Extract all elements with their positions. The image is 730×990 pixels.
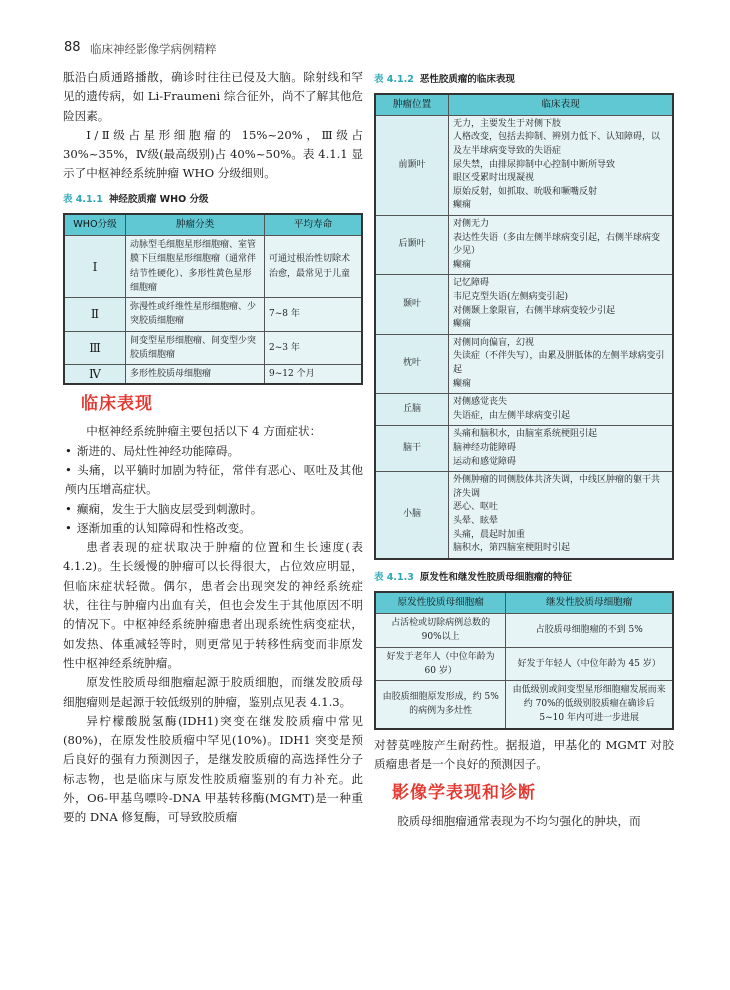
signs-cell: 对侧感觉丧失 失语症，由左侧半球病变引起: [449, 394, 674, 426]
table-caption: 表 4.1.2 恶性胶质瘤的临床表现: [374, 74, 515, 85]
paragraph: Ⅰ/Ⅱ级占星形细胞瘤的 15%~20%，Ⅲ级占 30%~35%，Ⅳ级(最高级别)占 40%~50%。表 4.1.1 显示了中枢神经系统肿瘤 WHO 分级细则。: [63, 127, 363, 181]
signs-cell: 对侧同向偏盲，幻视 失读症（不伴失写），由累及胼胝体的左侧半球病变引起 癫痫: [449, 334, 674, 393]
table-cell: 由胶质细胞原发形成，约 5%的病例为多灶性: [375, 681, 506, 729]
location-cell: 脑干: [375, 426, 449, 472]
table-row: [375, 216, 673, 275]
clinical-signs-table: [374, 93, 674, 559]
table-row: [375, 426, 673, 472]
table-header: WHO分级: [64, 214, 126, 236]
bullet-item: • 头痛，以平躺时加剧为特征，常伴有恶心、呕吐及其他颅内压增高症状。: [63, 461, 363, 500]
paragraph: 胝沿白质通路播散，确诊时往往已侵及大脑。除射线和罕见的遗传病，如 Li-Fraumeni 综合征外，尚不了解其他危险因素。: [63, 70, 363, 123]
paragraph: 原发性胶质母细胞瘤起源于胶质细胞，而继发胶质母细胞瘤则是起源于较低级别的肿瘤，鉴别点见表 4.1.3。: [63, 675, 363, 709]
paragraph: 胶质母细胞瘤通常表现为不均匀强化的肿块，而: [397, 813, 641, 828]
table-row: [375, 472, 673, 559]
left-column: [63, 68, 363, 828]
location-cell: 小脑: [375, 472, 449, 559]
table-row: Ⅲ 间变型星形细胞瘤、间变型少突胶质细胞瘤 2~3 年: [64, 331, 362, 364]
bullet-item: • 逐渐加重的认知障碍和性格改变。: [63, 519, 363, 538]
table-header: 临床表现: [449, 94, 674, 115]
location-cell: 前颞叶: [375, 115, 449, 215]
table-cell: 占活检或切除病例总数的 90%以上: [375, 614, 506, 647]
signs-cell: 对侧无力 表达性失语（多由左侧半球病变引起，右侧半球病变少见） 癫痫: [449, 216, 674, 275]
table-row: [375, 647, 673, 680]
paragraph: 患者表现的症状取决于肿瘤的位置和生长速度(表 4.1.2)。生长缓慢的肿瘤可以长得很大，占位效应明显，但临床症状轻微。偶尔，患者会出现突发的神经系统症状，往往与肿瘤内出血有关，但也会发生于其他原因不明的情况下。中枢神经系统肿瘤患者出现系统性病变症状，如发热、体重减轻等时，则更常见于转移性病变而非原发性中枢神经系统肿瘤。: [63, 540, 363, 670]
who-grade-table: [63, 213, 363, 385]
signs-cell: 外侧肿瘤的同侧肢体共济失调，中线区肿瘤的躯干共济失调 恶心、呕吐 头晕、眩晕 头痛，晨起时加重 脑积水，第四脑室梗阻时引起: [449, 472, 674, 559]
table-caption: 表 4.1.1 神经胶质瘤 WHO 分级: [63, 193, 209, 205]
table-caption: 表 4.1.3 原发性和继发性胶质母细胞瘤的特征: [374, 571, 572, 583]
section-heading: 影像学表现和诊断: [392, 783, 536, 804]
section-heading: 临床表现: [81, 394, 153, 415]
table-cell: 由低级别或间变型星形细胞瘤发展而来 约 70%的低级别胶质瘤在确诊后 5~10 年内可进一步进展: [506, 681, 673, 729]
table-cell: 好发于年轻人（中位年龄为 45 岁）: [506, 647, 673, 680]
location-cell: 丘脑: [375, 394, 449, 426]
location-cell: 颞叶: [375, 275, 449, 334]
table-row: Ⅰ 动脉型毛细胞星形细胞瘤、室管膜下巨细胞星形细胞瘤（通常伴结节性硬化）、多形性黄色星形细胞瘤 可通过根治性切除术治愈，最常见于儿童: [64, 236, 362, 298]
bullet-item: • 渐进的、局灶性神经功能障碍。: [63, 442, 363, 461]
table-row: [375, 681, 673, 729]
signs-cell: 头痛和脑积水，由脑室系统梗阻引起 脑神经功能障碍 运动和感觉障碍: [449, 426, 674, 472]
location-cell: 枕叶: [375, 334, 449, 393]
paragraph: 对替莫唑胺产生耐药性。据报道，甲基化的 MGMT 对胶质瘤患者是一个良好的预测因子。: [374, 737, 674, 771]
table-row: [375, 614, 673, 647]
table-header: 肿瘤分类: [126, 214, 265, 236]
running-header: 临床神经影像学病例精粹: [90, 42, 217, 56]
table-header: 原发性胶质母细胞瘤: [375, 592, 506, 614]
table-row: [375, 115, 673, 215]
table-header: 平均寿命: [265, 214, 363, 236]
paragraph: 异柠檬酸脱氢酶(IDH1)突变在继发胶质瘤中常见(80%)，在原发性胶质瘤中罕见(10%)。IDH1 突变是预后良好的强有力预测因子，是继发胶质瘤的高选择性分子标志物，也是临床与原发性胶质瘤鉴别的有力补充。此外，O6-甲基鸟嘌呤-DNA 甲基转移酶(MGMT)是一种重要的 DNA 修复酶，可导致胶质瘤: [63, 713, 363, 825]
table-row: Ⅳ 多形性胶质母细胞瘤 9~12 个月: [64, 364, 362, 384]
table-row: [375, 334, 673, 393]
page-number: 88: [64, 40, 81, 55]
table-header: 肿瘤位置: [375, 94, 449, 115]
signs-cell: 记忆障碍 韦尼克型失语(左侧病变引起) 对侧颞上象限盲，右侧半球病变较少引起 癫痫: [449, 275, 674, 334]
table-cell: 好发于老年人（中位年龄为 60 岁）: [375, 647, 506, 680]
bullet-item: • 癫痫，发生于大脑皮层受到刺激时。: [63, 500, 363, 519]
paragraph: 中枢神经系统肿瘤主要包括以下 4 方面症状：: [86, 424, 322, 439]
table-header: 继发性胶质母细胞瘤: [506, 592, 673, 614]
signs-cell: 无力，主要发生于对侧下肢 人格改变，包括去抑制、辨别力低下、认知障碍，以及左半球病变导致的失语症 尿失禁，由排尿抑制中心控制中断所导致 眼区受累时出现凝视 原始反射，如抓取、吮吸和噘嘴反射 癫痫: [449, 115, 674, 215]
table-row: [375, 275, 673, 334]
glioblastoma-comparison-table: [374, 591, 674, 730]
right-column: [374, 66, 674, 831]
table-cell: 占胶质母细胞瘤的不到 5%: [506, 614, 673, 647]
location-cell: 后颞叶: [375, 216, 449, 275]
table-row: Ⅱ 弥漫性或纤维性星形细胞瘤、少突胶质细胞瘤 7~8 年: [64, 298, 362, 331]
table-row: [375, 394, 673, 426]
